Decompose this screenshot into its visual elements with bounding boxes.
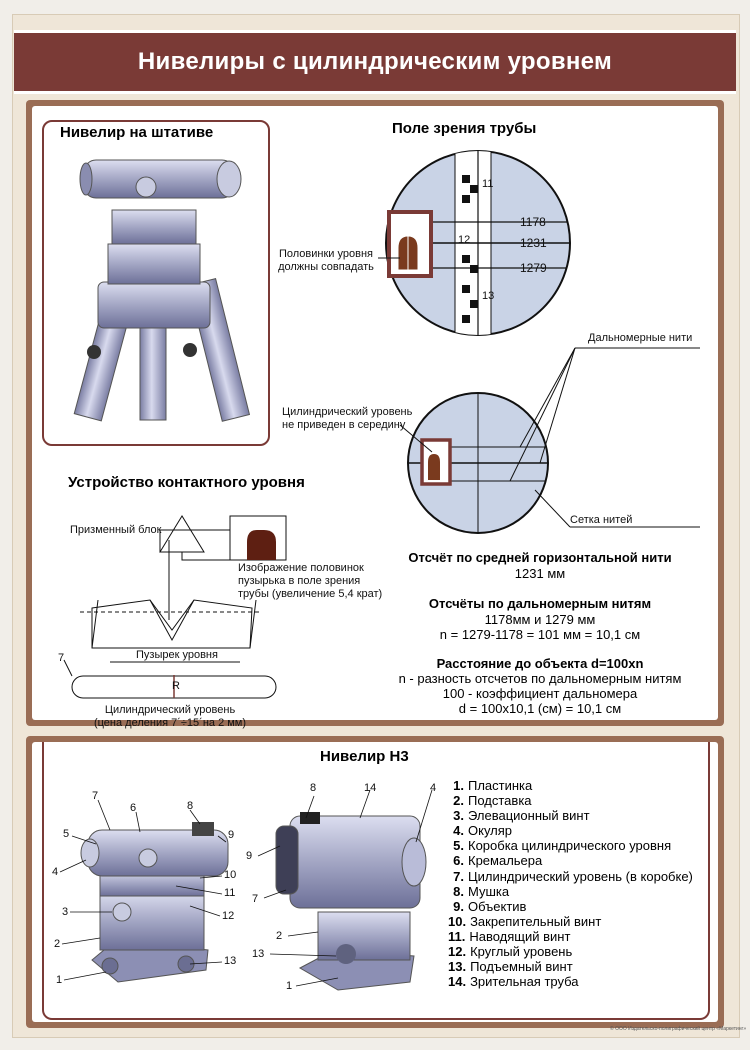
field-of-view-circle-2 <box>408 393 548 533</box>
distance-title: Расстояние до объекта d=100xn <box>436 656 644 671</box>
callout-right-1: 1 <box>286 980 293 992</box>
callout-left-2: 2 <box>54 938 61 950</box>
page-title: Нивелиры с цилиндрическим уровнем <box>137 48 613 75</box>
rod-tick-12: 12 <box>458 234 471 246</box>
fov1-note-line-1: Половинки уровня <box>278 248 373 260</box>
contact-callout-7: 7 <box>58 652 65 664</box>
callout-right-2: 2 <box>276 930 283 942</box>
parts-list-item: 3. Элевационный винт <box>453 808 590 824</box>
parts-list-item: 4. Окуляр <box>453 823 513 839</box>
stadia-difference: n = 1279-1178 = 101 мм = 10,1 см <box>439 627 641 642</box>
callout-right-13: 13 <box>252 948 265 960</box>
rod-tick-11: 11 <box>482 178 494 190</box>
callout-left-9: 9 <box>228 829 235 841</box>
parts-list-item: 9. Объектив <box>453 898 527 914</box>
contact-level-heading: Устройство контактного уровня <box>68 474 305 491</box>
stadia-threads-label: Дальномерные нити <box>588 332 693 344</box>
stadia-leader-1 <box>520 348 575 447</box>
callout-left-8: 8 <box>187 800 194 812</box>
cylindrical-level-label-2: (цена деления 7´÷15´на 2 мм) <box>93 717 247 729</box>
stadia-leader-3 <box>540 348 575 463</box>
distance-line-3: d = 100x10,1 (см) = 10,1 см <box>458 701 622 716</box>
callout-left-5: 5 <box>63 828 70 840</box>
parts-list-item: 7. Цилиндрический уровень (в коробке) <box>453 868 693 884</box>
callout-right-8: 8 <box>310 782 317 794</box>
copyright-note: © ООО Издательско-полиграфический центр «Маркетинг» <box>610 1026 747 1032</box>
n3-heading: Нивелир Н3 <box>320 748 409 765</box>
n3-level-right-illustration <box>276 812 426 990</box>
callout-right-9: 9 <box>246 850 253 862</box>
cylindrical-level-label-1: Цилиндрический уровень <box>104 704 236 716</box>
callout-left-12: 12 <box>222 910 235 922</box>
callout-left-10: 10 <box>224 869 237 881</box>
callout-left-11: 11 <box>224 887 236 899</box>
radius-label: R <box>172 680 180 692</box>
bubble-image-note-3: трубы (увеличение 5,4 крат) <box>238 588 383 600</box>
reading-upper: 1178 <box>520 215 546 229</box>
prism-block-label: Призменный блок <box>70 524 162 536</box>
stadia-readings-title: Отсчёты по дальномерным нитям <box>428 596 652 611</box>
parts-list-item: 12. Круглый уровень <box>448 944 573 960</box>
parts-list-item: 6. Кремальера <box>453 853 543 869</box>
callout-left-1: 1 <box>56 974 63 986</box>
rod-tick-13: 13 <box>482 290 495 302</box>
stadia-readings-value: 1178мм и 1279 мм <box>484 612 596 627</box>
contact-level-diagram <box>64 516 286 698</box>
bubble-label: Пузырек уровня <box>136 649 218 661</box>
middle-thread-title: Отсчёт по средней горизонтальной нити <box>408 550 672 565</box>
parts-list-item: 11. Наводящий винт <box>448 928 571 944</box>
reading-middle: 1231 <box>520 236 547 250</box>
parts-list-item: 13. Подъемный винт <box>448 959 573 975</box>
field-of-view-heading: Поле зрения трубы <box>392 120 537 137</box>
bubble-image-note-1: Изображение половинок <box>238 562 364 574</box>
fov2-note-line-1: Цилиндрический уровень <box>282 406 413 418</box>
parts-list-item: 10. Закрепительный винт <box>448 913 602 929</box>
n3-level-left-illustration <box>81 822 228 982</box>
callout-left-7: 7 <box>92 790 99 802</box>
grid-leader <box>535 490 570 527</box>
callout-left-3: 3 <box>62 906 69 918</box>
distance-line-2: 100 - коэффициент дальномера <box>442 686 638 701</box>
callout-right-7: 7 <box>252 893 259 905</box>
tripod-heading: Нивелир на штативе <box>60 124 214 141</box>
reticle-label: Сетка нитей <box>570 514 633 526</box>
middle-thread-value: 1231 мм <box>514 566 566 581</box>
callout-right-14: 14 <box>364 782 377 794</box>
distance-line-1: n - разность отсчетов по дальномерным нитям <box>398 671 682 686</box>
callout-left-4: 4 <box>52 866 59 878</box>
bubble-image-note-2: пузырька в поле зрения <box>238 575 361 587</box>
tripod-level-illustration <box>74 160 249 421</box>
fov2-note-line-2: не приведен в середину <box>282 419 406 431</box>
parts-list-item: 8. Мушка <box>453 883 510 899</box>
callout-left-6: 6 <box>130 802 137 814</box>
reading-lower: 1279 <box>520 261 547 275</box>
parts-list-item: 5. Коробка цилиндрического уровня <box>453 838 672 854</box>
parts-list <box>448 778 693 989</box>
callout-right-4: 4 <box>430 782 437 794</box>
parts-list-item: 14. Зрительная труба <box>448 974 579 990</box>
parts-list-item: 1. Пластинка <box>453 778 533 793</box>
callout-left-13: 13 <box>224 955 237 967</box>
fov1-note-line-2: должны совпадать <box>278 261 374 273</box>
parts-list-item: 2. Подставка <box>453 793 532 809</box>
